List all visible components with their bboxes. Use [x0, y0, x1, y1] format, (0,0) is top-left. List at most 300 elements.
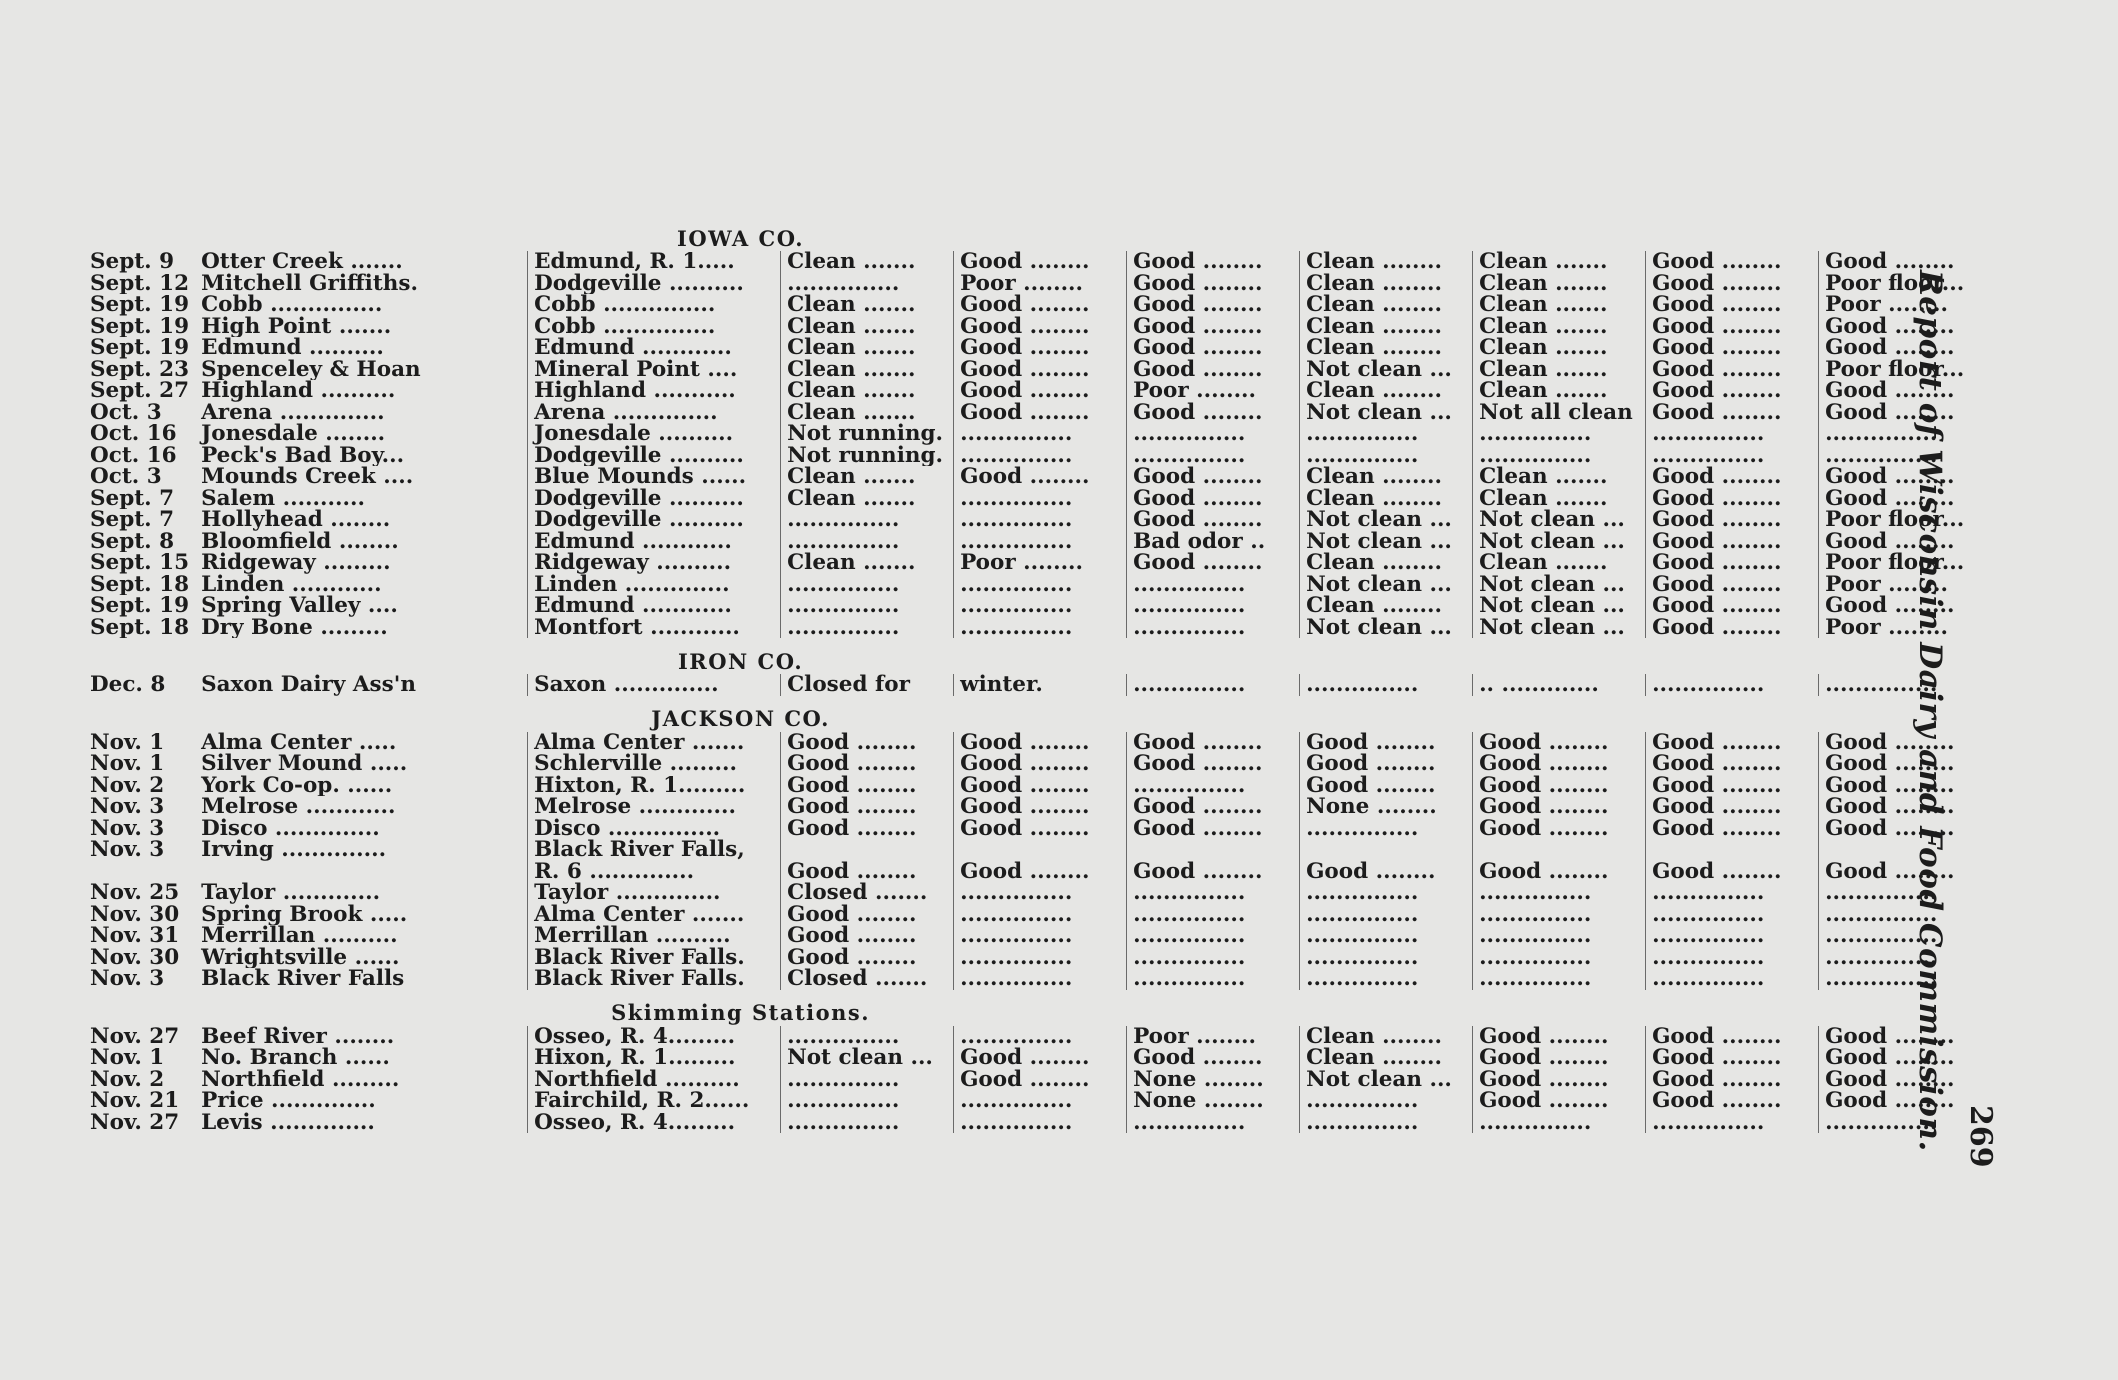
condition-cell: Not clean ...	[1473, 595, 1646, 617]
condition-cell: ...............	[781, 273, 954, 295]
date-cell: Sept. 15	[90, 552, 190, 574]
factory-name-cell: Irving ..............	[201, 839, 387, 861]
table-row	[84, 968, 1991, 990]
date-cell: Sept. 7	[90, 509, 175, 531]
date-cell: Nov. 3	[90, 817, 165, 839]
table-row	[84, 574, 1991, 596]
condition-cell: ...............	[1646, 882, 1819, 904]
post-office-cell: Dodgeville ..........	[528, 509, 781, 531]
condition-cell: Good ........	[954, 294, 1127, 316]
factory-name-cell: Merrillan ..........	[201, 925, 398, 947]
post-office-cell: Linden ..............	[528, 574, 781, 596]
post-office-cell: Black River Falls,	[528, 839, 781, 861]
condition-cell: ...............	[954, 968, 1127, 990]
condition-cell: Clean ........	[1300, 1047, 1473, 1069]
condition-cell: Good ........	[1300, 732, 1473, 754]
condition-cell: ...............	[1473, 925, 1646, 947]
condition-cell: Good ........	[954, 466, 1127, 488]
table-row	[84, 445, 1991, 467]
post-office-cell: Merrillan ..........	[528, 925, 781, 947]
condition-cell: Good ........	[1473, 775, 1646, 797]
date-cell: Sept. 19	[90, 595, 190, 617]
condition-cell: ...............	[781, 1112, 954, 1134]
condition-cell: Good ........	[954, 380, 1127, 402]
condition-cell: ...............	[1819, 904, 1992, 926]
condition-cell: Good ........	[1646, 861, 1819, 883]
table-row	[84, 359, 1991, 381]
condition-cell: Good ........	[781, 925, 954, 947]
condition-cell: Not clean ...	[1300, 1069, 1473, 1091]
date-cell: Nov. 2	[90, 1068, 165, 1090]
condition-cell: winter.	[954, 674, 1127, 696]
factory-name-cell: York Co-op. ......	[201, 774, 393, 796]
condition-cell	[781, 839, 954, 861]
condition-cell: Good ........	[1646, 1026, 1819, 1048]
condition-cell: Good ........	[1819, 531, 1992, 553]
post-office-cell: Melrose .............	[528, 796, 781, 818]
condition-cell: Poor ........	[1819, 294, 1992, 316]
condition-cell: Poor ........	[954, 552, 1127, 574]
table-row	[84, 674, 1991, 696]
condition-cell: Clean ........	[1300, 552, 1473, 574]
post-office-cell: Alma Center .......	[528, 732, 781, 754]
factory-name-cell: Spenceley & Hoan	[201, 358, 421, 380]
condition-cell: Good ........	[1819, 796, 1992, 818]
factory-name-cell: Jonesdale ........	[201, 423, 386, 445]
condition-cell: Clean ........	[1300, 466, 1473, 488]
date-cell: Sept. 18	[90, 573, 190, 595]
post-office-cell: Edmund ............	[528, 337, 781, 359]
section-spacer	[84, 696, 528, 732]
factory-name-cell: Bloomfield ........	[201, 530, 399, 552]
condition-cell: Good ........	[1473, 1069, 1646, 1091]
post-office-cell: Dodgeville ..........	[528, 445, 781, 467]
condition-cell: Clean .......	[781, 251, 954, 273]
date-cell: Nov. 1	[90, 731, 165, 753]
condition-cell: Good ........	[1127, 1047, 1300, 1069]
table-row	[84, 273, 1991, 295]
condition-cell: Good ........	[1127, 818, 1300, 840]
post-office-cell: Dodgeville ..........	[528, 488, 781, 510]
condition-cell: Good ........	[781, 796, 954, 818]
condition-cell: None ........	[1127, 1069, 1300, 1091]
condition-cell: ...............	[954, 947, 1127, 969]
condition-cell: ...............	[1646, 925, 1819, 947]
condition-cell: Poor floor...	[1819, 359, 1992, 381]
condition-cell: ...............	[1646, 445, 1819, 467]
condition-cell: Clean ........	[1300, 595, 1473, 617]
table-row	[84, 753, 1991, 775]
table-row	[84, 617, 1991, 639]
post-office-cell: Osseo, R. 4.........	[528, 1112, 781, 1134]
condition-cell: Good ........	[1646, 466, 1819, 488]
condition-cell: ...............	[1646, 1112, 1819, 1134]
condition-cell: Not clean ...	[1300, 617, 1473, 639]
date-cell: Nov. 2	[90, 774, 165, 796]
condition-cell: Clean .......	[1473, 380, 1646, 402]
condition-cell: Not clean ...	[1300, 359, 1473, 381]
post-office-cell: Blue Mounds ......	[528, 466, 781, 488]
condition-cell: Good ........	[1127, 861, 1300, 883]
condition-cell: Clean .......	[1473, 359, 1646, 381]
condition-cell	[1646, 839, 1819, 861]
condition-cell: Good ........	[954, 732, 1127, 754]
condition-cell: Good ........	[1127, 251, 1300, 273]
condition-cell: ...............	[954, 1026, 1127, 1048]
post-office-cell: Ridgeway ..........	[528, 552, 781, 574]
condition-cell: ...............	[1300, 882, 1473, 904]
condition-cell: Good ........	[1300, 861, 1473, 883]
condition-cell: Good ........	[1819, 1047, 1992, 1069]
condition-cell: Good ........	[1646, 316, 1819, 338]
post-office-cell: Cobb ...............	[528, 316, 781, 338]
condition-cell: Good ........	[1300, 753, 1473, 775]
condition-cell: Good ........	[781, 775, 954, 797]
table-row	[84, 775, 1991, 797]
condition-cell: .. .............	[1473, 674, 1646, 696]
condition-cell: Clean .......	[781, 552, 954, 574]
factory-name-cell: Northfield .........	[201, 1068, 400, 1090]
condition-cell: Good ........	[781, 818, 954, 840]
condition-cell: Good ........	[1127, 552, 1300, 574]
condition-cell: Good ........	[1646, 531, 1819, 553]
factory-name-cell: Levis ..............	[201, 1111, 375, 1133]
condition-cell: Clean ........	[1300, 316, 1473, 338]
date-cell: Sept. 18	[90, 616, 190, 638]
condition-cell: Poor floor...	[1819, 552, 1992, 574]
condition-cell: ...............	[954, 904, 1127, 926]
condition-cell: ...............	[1300, 674, 1473, 696]
factory-name-cell: Hollyhead ........	[201, 509, 391, 531]
factory-name-cell: No. Branch ......	[201, 1047, 390, 1069]
table-row	[84, 839, 1991, 861]
post-office-cell: Dodgeville ..........	[528, 273, 781, 295]
condition-cell: Good ........	[954, 753, 1127, 775]
condition-cell: ...............	[954, 509, 1127, 531]
date-cell: Sept. 9	[90, 251, 175, 273]
condition-cell: Clean .......	[1473, 316, 1646, 338]
condition-cell: Clean .......	[1473, 294, 1646, 316]
post-office-cell: Hixon, R. 1.........	[528, 1047, 781, 1069]
condition-cell: Good ........	[1646, 552, 1819, 574]
factory-name-cell: Otter Creek .......	[201, 251, 403, 273]
condition-cell: ...............	[1300, 968, 1473, 990]
table-row	[84, 1026, 1991, 1048]
table-body	[84, 215, 1991, 1133]
post-office-cell: Disco ...............	[528, 818, 781, 840]
factory-name-cell: Edmund ..........	[201, 337, 384, 359]
section-header	[84, 638, 1991, 674]
condition-cell: Poor floor...	[1819, 509, 1992, 531]
condition-cell: ...............	[1819, 968, 1992, 990]
condition-cell: ...............	[1127, 1112, 1300, 1134]
factory-name-cell	[195, 861, 528, 883]
condition-cell: ...............	[954, 1112, 1127, 1134]
condition-cell: ...............	[1819, 1112, 1992, 1134]
condition-cell	[1819, 839, 1992, 861]
date-cell: Nov. 30	[90, 903, 180, 925]
condition-cell: ...............	[1300, 904, 1473, 926]
condition-cell: ...............	[954, 488, 1127, 510]
condition-cell: ...............	[954, 617, 1127, 639]
condition-cell: Good ........	[1473, 861, 1646, 883]
post-office-cell: Alma Center .......	[528, 904, 781, 926]
table-row	[84, 595, 1991, 617]
date-cell: Nov. 3	[90, 839, 165, 861]
post-office-cell: Cobb ...............	[528, 294, 781, 316]
condition-cell: Good ........	[1819, 1069, 1992, 1091]
factory-name-cell: Spring Valley ....	[201, 595, 398, 617]
condition-cell: Good ........	[1819, 775, 1992, 797]
condition-cell	[1300, 839, 1473, 861]
condition-cell: Good ........	[1473, 753, 1646, 775]
table-row	[84, 402, 1991, 424]
table-row	[84, 904, 1991, 926]
condition-cell: ...............	[954, 531, 1127, 553]
section-title: Skimming Stations.	[611, 1000, 871, 1025]
condition-cell: Good ........	[781, 947, 954, 969]
condition-cell: Good ........	[1646, 818, 1819, 840]
condition-cell: Bad odor ..	[1127, 531, 1300, 553]
condition-cell: Clean ........	[1300, 337, 1473, 359]
condition-cell: Good ........	[1646, 1047, 1819, 1069]
condition-cell: Good ........	[954, 337, 1127, 359]
factory-name-cell: Highland ..........	[201, 380, 396, 402]
condition-cell: Good ........	[781, 861, 954, 883]
condition-cell: ...............	[781, 617, 954, 639]
condition-cell: ...............	[1819, 423, 1992, 445]
condition-cell: Good ........	[954, 1069, 1127, 1091]
condition-cell: Good ........	[954, 316, 1127, 338]
post-office-cell: Highland ...........	[528, 380, 781, 402]
condition-cell: Good ........	[1473, 796, 1646, 818]
condition-cell: Good ........	[1473, 1090, 1646, 1112]
condition-cell: ...............	[954, 1090, 1127, 1112]
condition-cell: Clean .......	[781, 380, 954, 402]
condition-cell: Good ........	[1646, 753, 1819, 775]
date-cell	[84, 861, 195, 883]
table-row	[84, 818, 1991, 840]
table-row	[84, 947, 1991, 969]
date-cell: Sept. 7	[90, 487, 175, 509]
condition-cell: ...............	[954, 925, 1127, 947]
condition-cell: ...............	[781, 574, 954, 596]
condition-cell: Poor floor...	[1819, 273, 1992, 295]
condition-cell: Poor ........	[954, 273, 1127, 295]
condition-cell: Poor ........	[1127, 380, 1300, 402]
date-cell: Nov. 3	[90, 968, 165, 990]
condition-cell: Good ........	[1819, 337, 1992, 359]
table-row	[84, 1069, 1991, 1091]
post-office-cell: Saxon ..............	[528, 674, 781, 696]
condition-cell: Good ........	[954, 818, 1127, 840]
condition-cell: Good ........	[1646, 796, 1819, 818]
date-cell: Sept. 23	[90, 358, 190, 380]
condition-cell: Good ........	[954, 251, 1127, 273]
table-row	[84, 509, 1991, 531]
table-row	[84, 531, 1991, 553]
condition-cell: Good ........	[781, 753, 954, 775]
factory-name-cell: Disco ..............	[201, 817, 380, 839]
condition-cell: ...............	[781, 1090, 954, 1112]
condition-cell: Good ........	[1819, 595, 1992, 617]
factory-name-cell: Silver Mound .....	[201, 753, 408, 775]
condition-cell: ...............	[1819, 925, 1992, 947]
condition-cell: ...............	[954, 423, 1127, 445]
condition-cell: ...............	[781, 1069, 954, 1091]
condition-cell: Good ........	[1646, 595, 1819, 617]
condition-cell: Good ........	[1127, 753, 1300, 775]
factory-name-cell: Dry Bone .........	[201, 616, 388, 638]
date-cell: Dec. 8	[90, 674, 166, 696]
factory-name-cell: Mitchell Griffiths.	[201, 272, 419, 294]
table-row	[84, 380, 1991, 402]
section-spacer	[84, 215, 528, 251]
condition-cell: ...............	[1127, 423, 1300, 445]
condition-cell: ...............	[954, 445, 1127, 467]
condition-cell: ...............	[1646, 947, 1819, 969]
post-office-cell: Schlerville .........	[528, 753, 781, 775]
condition-cell	[954, 839, 1127, 861]
date-cell: Sept. 19	[90, 294, 190, 316]
condition-cell: Good ........	[1127, 732, 1300, 754]
table-row	[84, 882, 1991, 904]
date-cell: Nov. 1	[90, 753, 165, 775]
condition-cell: ...............	[1127, 968, 1300, 990]
condition-cell	[1473, 839, 1646, 861]
condition-cell: Good ........	[1646, 1069, 1819, 1091]
post-office-cell: Montfort ............	[528, 617, 781, 639]
factory-name-cell: Peck's Bad Boy...	[201, 444, 405, 466]
factory-name-cell: Beef River ........	[201, 1025, 395, 1047]
factory-name-cell: Ridgeway .........	[201, 552, 391, 574]
condition-cell: Good ........	[1127, 359, 1300, 381]
condition-cell: Good ........	[1646, 273, 1819, 295]
condition-cell: None ........	[1300, 796, 1473, 818]
condition-cell: Good ........	[1127, 488, 1300, 510]
condition-cell: Good ........	[1127, 337, 1300, 359]
date-cell: Sept. 27	[90, 380, 190, 402]
condition-cell: Good ........	[1646, 732, 1819, 754]
table-row	[84, 337, 1991, 359]
condition-cell: ...............	[1300, 423, 1473, 445]
condition-cell: Clean ........	[1300, 251, 1473, 273]
condition-cell: Good ........	[1646, 380, 1819, 402]
condition-cell: Good ........	[954, 1047, 1127, 1069]
condition-cell: ...............	[1473, 882, 1646, 904]
factory-name-cell: Melrose ............	[201, 796, 396, 818]
post-office-cell: Hixton, R. 1.........	[528, 775, 781, 797]
condition-cell: Good ........	[1473, 1026, 1646, 1048]
condition-cell: ...............	[1473, 968, 1646, 990]
section-header	[84, 215, 1991, 251]
condition-cell: Clean .......	[781, 294, 954, 316]
table-row	[84, 796, 1991, 818]
condition-cell: ...............	[1646, 674, 1819, 696]
condition-cell: ...............	[1127, 882, 1300, 904]
condition-cell: Clean .......	[1473, 466, 1646, 488]
condition-cell: ...............	[1473, 445, 1646, 467]
inspection-table	[84, 215, 1991, 1133]
condition-cell: Good ........	[781, 904, 954, 926]
date-cell: Nov. 27	[90, 1111, 180, 1133]
post-office-cell: Edmund ............	[528, 595, 781, 617]
condition-cell: Good ........	[1819, 316, 1992, 338]
table-row	[84, 1047, 1991, 1069]
condition-cell: Good ........	[1646, 1090, 1819, 1112]
condition-cell: ...............	[1127, 574, 1300, 596]
condition-cell: Good ........	[1127, 294, 1300, 316]
date-cell: Nov. 3	[90, 796, 165, 818]
condition-cell: Good ........	[1646, 617, 1819, 639]
condition-cell: Clean .......	[781, 316, 954, 338]
condition-cell: ...............	[1819, 674, 1992, 696]
condition-cell: Good ........	[1646, 294, 1819, 316]
condition-cell: ...............	[1127, 925, 1300, 947]
condition-cell: Good ........	[1646, 337, 1819, 359]
section-title: IRON CO.	[677, 648, 804, 674]
condition-cell: ...............	[781, 595, 954, 617]
condition-cell: ...............	[1127, 445, 1300, 467]
condition-cell: Clean ........	[1300, 294, 1473, 316]
post-office-cell: Black River Falls.	[528, 968, 781, 990]
condition-cell: ...............	[1646, 904, 1819, 926]
condition-cell: Not clean ...	[1300, 509, 1473, 531]
post-office-cell: Jonesdale ..........	[528, 423, 781, 445]
condition-cell: Clean .......	[781, 337, 954, 359]
table-row	[84, 861, 1991, 883]
section-header	[84, 696, 1991, 732]
condition-cell: ...............	[1300, 445, 1473, 467]
page-number: 269	[1963, 1105, 1998, 1168]
table-row	[84, 466, 1991, 488]
condition-cell: Poor ........	[1819, 574, 1992, 596]
condition-cell: Good ........	[1819, 402, 1992, 424]
condition-cell: Poor ........	[1819, 617, 1992, 639]
condition-cell: ...............	[954, 574, 1127, 596]
condition-cell: Good ........	[954, 861, 1127, 883]
condition-cell: Good ........	[1819, 488, 1992, 510]
post-office-cell: Black River Falls.	[528, 947, 781, 969]
condition-cell: Good ........	[1300, 775, 1473, 797]
date-cell: Oct. 16	[90, 444, 177, 466]
running-title: Report of Wisconsin Dairy and Food Commission.	[1912, 270, 1948, 1152]
date-cell: Nov. 25	[90, 882, 180, 904]
condition-cell: Not running.	[781, 423, 954, 445]
condition-cell: Good ........	[1819, 732, 1992, 754]
date-cell: Oct. 3	[90, 466, 162, 488]
condition-cell: Good ........	[1646, 574, 1819, 596]
condition-cell: ...............	[1300, 925, 1473, 947]
condition-cell: Good ........	[1646, 488, 1819, 510]
date-cell: Nov. 31	[90, 925, 180, 947]
section-spacer	[84, 990, 528, 1026]
post-office-cell: Arena ..............	[528, 402, 781, 424]
condition-cell: ...............	[1127, 595, 1300, 617]
condition-cell: Clean .......	[1473, 337, 1646, 359]
date-cell: Oct. 3	[90, 401, 162, 423]
condition-cell: ...............	[781, 531, 954, 553]
factory-name-cell: Spring Brook .....	[201, 903, 408, 925]
condition-cell: Clean .......	[1473, 552, 1646, 574]
condition-cell: Clean ........	[1300, 380, 1473, 402]
post-office-cell: Fairchild, R. 2......	[528, 1090, 781, 1112]
factory-name-cell: Wrightsville ......	[201, 946, 400, 968]
table-row	[84, 1090, 1991, 1112]
condition-cell: ...............	[1473, 947, 1646, 969]
condition-cell: Not clean ...	[1300, 402, 1473, 424]
condition-cell: Good ........	[954, 775, 1127, 797]
